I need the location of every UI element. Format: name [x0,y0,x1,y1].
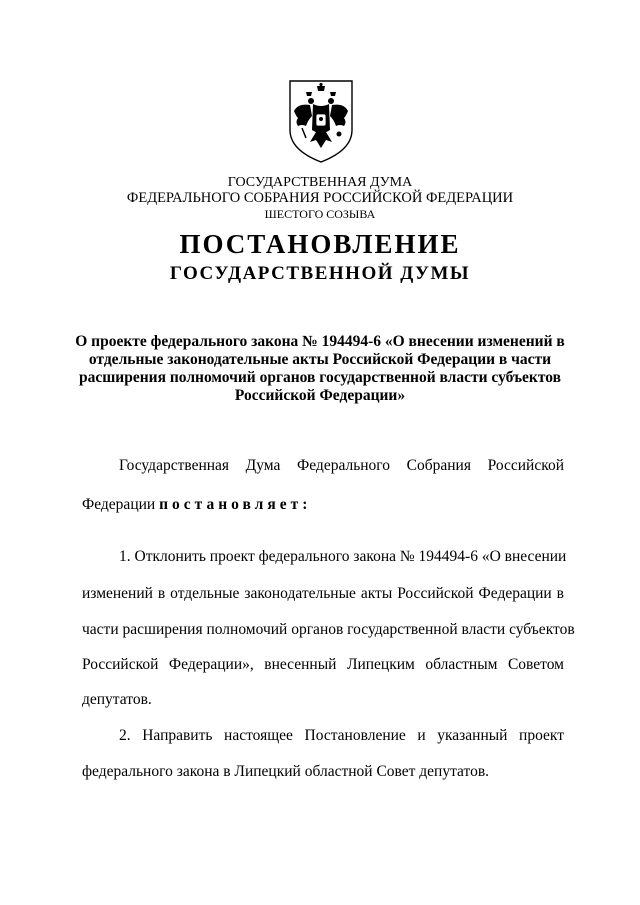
item-1-line-2: изменений в отдельные законодательные акты Российской Федерации в [82,585,564,602]
header-line-duma: ГОСУДАРСТВЕННАЯ ДУМА [227,175,413,190]
item-1-line-5: депутатов. [82,691,152,708]
item-1-line-3: части расширения полномочий органов государственной власти субъектов [82,621,575,638]
subject-line: расширения полномочий органов государственной власти субъектов [78,369,562,386]
document-subject [60,333,580,405]
preamble-federation: Федерации [82,496,156,513]
header-line-convocation: ШЕСТОГО СОЗЫВА [264,207,376,221]
item-2-line-2: федерального закона в Липецкий областной Совет депутатов. [82,763,490,780]
item-2-line-1: 2. Направить настоящее Постановление и указанный проект [119,727,564,744]
preamble-line-1: Государственная Дума Федерального Собрания Российской [119,457,564,474]
subject-line: Российской Федерации» [234,387,406,404]
coat-of-arms-emblem [286,78,356,164]
document-title: ПОСТАНОВЛЕНИЕ [179,229,461,259]
item-1-line-1: 1. Отклонить проект федерального закона № 194494-6 «О внесении [119,548,567,565]
subject-line: О проекте федерального закона № 194494-6 «О внесении изменений в [75,333,565,350]
item-1-line-4: Российской Федерации», внесенный Липецким областным Советом [82,656,564,673]
header-line-federal-assembly: ФЕДЕРАЛЬНОГО СОБРАНИЯ РОССИЙСКОЙ ФЕДЕРАЦИИ [126,190,514,206]
document-subtitle: ГОСУДАРСТВЕННОЙ ДУМЫ [169,263,471,284]
preamble-resolves: постановляет: [159,496,312,513]
subject-line: отдельные законодательные акты Российской Федерации в части [88,351,552,368]
preamble-line-2 [82,495,564,514]
